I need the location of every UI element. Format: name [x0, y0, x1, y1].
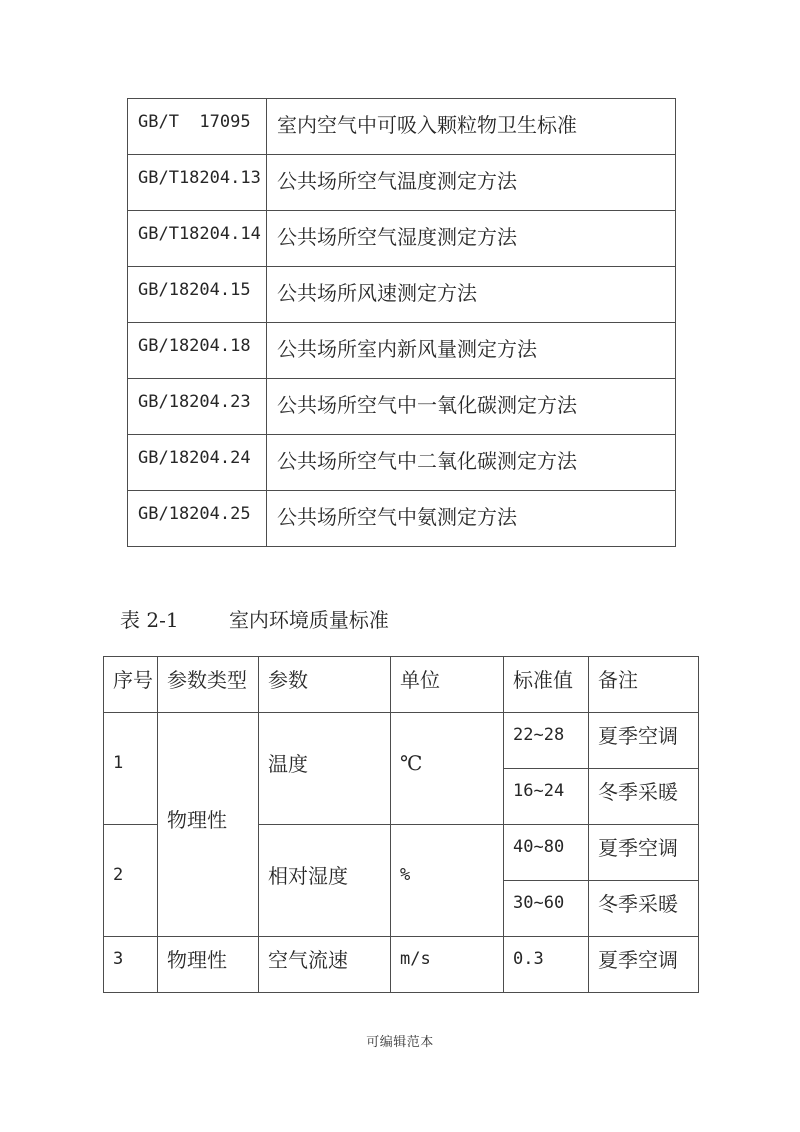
table-row	[128, 99, 676, 155]
standard-code: GB/18204.18	[128, 323, 267, 379]
table-caption	[120, 604, 389, 633]
column-header-param-type: 参数类型	[158, 657, 259, 713]
caption-title: 室内环境质量标准	[228, 608, 389, 632]
table-row	[128, 211, 676, 267]
value-cell: 16~24	[504, 769, 589, 825]
note-cell: 冬季采暖	[589, 881, 699, 937]
value-cell: 40~80	[504, 825, 589, 881]
standard-code: GB/T18204.14	[128, 211, 267, 267]
standard-code: GB/18204.25	[128, 491, 267, 547]
standard-name: 公共场所空气温度测定方法	[267, 155, 676, 211]
value-cell: 30~60	[504, 881, 589, 937]
table-row	[128, 491, 676, 547]
note-cell: 夏季空调	[589, 825, 699, 881]
serial-cell: 1	[104, 713, 158, 825]
standard-name: 公共场所空气中二氧化碳测定方法	[267, 435, 676, 491]
standard-name: 室内空气中可吸入颗粒物卫生标准	[267, 99, 676, 155]
table-row	[128, 435, 676, 491]
standard-code: GB/18204.24	[128, 435, 267, 491]
header-row	[104, 657, 699, 713]
note-cell: 夏季空调	[589, 937, 699, 993]
column-header-unit: 单位	[391, 657, 504, 713]
table-row	[104, 937, 699, 993]
param-type-cell: 物理性	[158, 937, 259, 993]
unit-cell: ℃	[391, 713, 504, 825]
serial-cell: 3	[104, 937, 158, 993]
column-header-note: 备注	[589, 657, 699, 713]
param-cell: 相对湿度	[259, 825, 391, 937]
column-header-param: 参数	[259, 657, 391, 713]
standards-table	[127, 98, 676, 547]
standard-name: 公共场所空气中一氧化碳测定方法	[267, 379, 676, 435]
standard-name: 公共场所空气湿度测定方法	[267, 211, 676, 267]
standard-name: 公共场所空气中氨测定方法	[267, 491, 676, 547]
note-cell: 夏季空调	[589, 713, 699, 769]
table-row	[104, 713, 699, 769]
standard-name: 公共场所室内新风量测定方法	[267, 323, 676, 379]
table-row	[128, 323, 676, 379]
standard-code: GB/18204.23	[128, 379, 267, 435]
footer-watermark: 可编辑范本	[366, 1035, 434, 1050]
standard-code: GB/T 17095	[128, 99, 267, 155]
column-header-serial: 序号	[104, 657, 158, 713]
value-cell: 0.3	[504, 937, 589, 993]
param-cell: 温度	[259, 713, 391, 825]
standard-name: 公共场所风速测定方法	[267, 267, 676, 323]
table-row	[128, 379, 676, 435]
unit-cell: m/s	[391, 937, 504, 993]
standard-code: GB/18204.15	[128, 267, 267, 323]
column-header-value: 标准值	[504, 657, 589, 713]
standard-code: GB/T18204.13	[128, 155, 267, 211]
unit-cell: %	[391, 825, 504, 937]
param-cell: 空气流速	[259, 937, 391, 993]
caption-label: 表 2-1	[120, 608, 179, 632]
param-type-cell: 物理性	[158, 713, 259, 937]
serial-cell: 2	[104, 825, 158, 937]
table-row	[128, 155, 676, 211]
quality-table	[103, 656, 699, 993]
table-row	[128, 267, 676, 323]
value-cell: 22~28	[504, 713, 589, 769]
note-cell: 冬季采暖	[589, 769, 699, 825]
